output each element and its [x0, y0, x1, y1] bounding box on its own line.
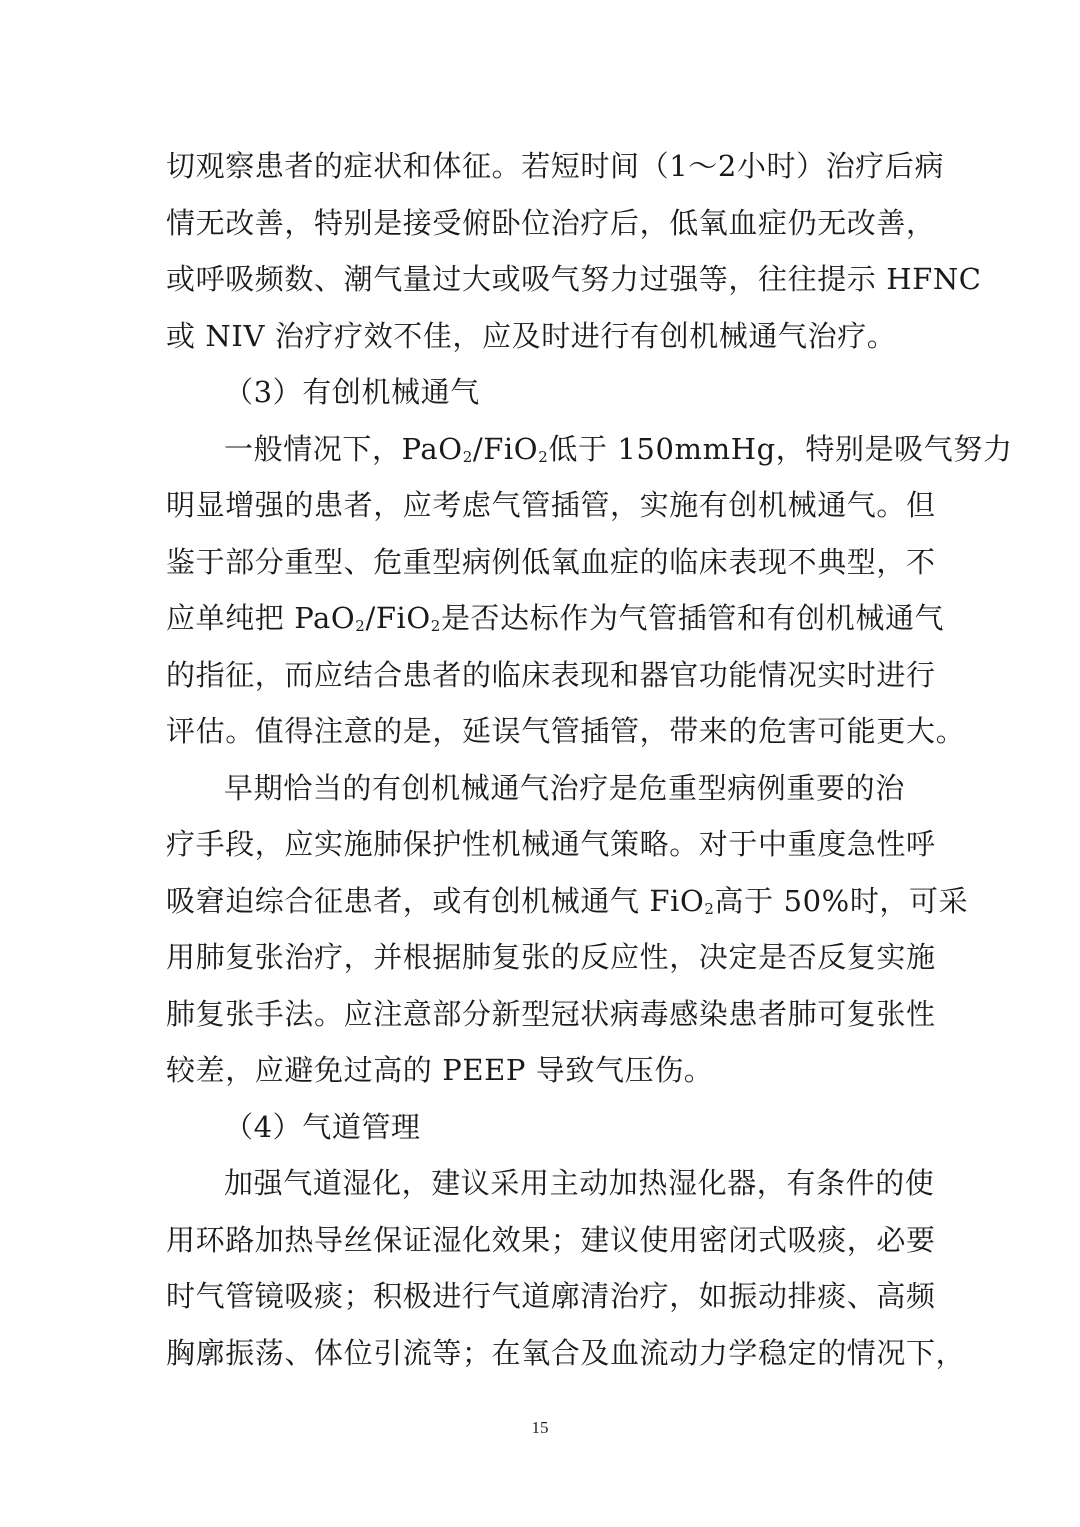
- text-line: 加强气道湿化，建议采用主动加热湿化器，有条件的使: [224, 1166, 935, 1200]
- text-line: 较差，应避免过高的 PEEP 导致气压伤。: [166, 1053, 714, 1087]
- text-line: 应单纯把 PaO$_2$/FiO$_2$是否达标作为气管插管和有创机械通气: [166, 601, 945, 635]
- page-number: 15: [531, 1418, 549, 1437]
- text-line: 一般情况下，PaO$_2$/FiO$_2$低于 150mmHg，特别是吸气努力: [224, 431, 1013, 466]
- section-heading-airway-management: （4）气道管理: [224, 1109, 421, 1144]
- text-line: 评估。值得注意的是，延误气管插管，带来的危害可能更大。: [166, 714, 966, 748]
- text-line: 时气管镜吸痰；积极进行气道廓清治疗，如振动排痰、高频: [166, 1279, 936, 1313]
- text-line: 疗手段，应实施肺保护性机械通气策略。对于中重度急性呼: [166, 827, 936, 861]
- text-line: 或呼吸频数、潮气量过大或吸气努力过强等，往往提示 HFNC: [166, 262, 982, 296]
- text-line: 肺复张手法。应注意部分新型冠状病毒感染患者肺可复张性: [166, 996, 936, 1031]
- text-line: 情无改善，特别是接受俯卧位治疗后，低氧血症仍无改善，: [166, 205, 936, 240]
- section-heading-invasive-ventilation: （3）有创机械通气: [224, 375, 480, 409]
- text-line: 或 NIV 治疗疗效不佳，应及时进行有创机械通气治疗。: [166, 318, 897, 353]
- text-line: 用肺复张治疗，并根据肺复张的反应性，决定是否反复实施: [166, 940, 936, 974]
- text-line: 早期恰当的有创机械通气治疗是危重型病例重要的治: [224, 770, 905, 805]
- text-line: 胸廓振荡、体位引流等；在氧合及血流动力学稳定的情况下，: [166, 1335, 966, 1370]
- text-line: 切观察患者的症状和体征。若短时间（1～2小时）治疗后病: [166, 149, 945, 183]
- text-line: 的指征，而应结合患者的临床表现和器官功能情况实时进行: [166, 657, 936, 692]
- text-line: 鉴于部分重型、危重型病例低氧血症的临床表现不典型，不: [166, 544, 936, 579]
- text-line: 吸窘迫综合征患者，或有创机械通气 FiO$_2$高于 50%时，可采: [166, 883, 969, 918]
- body-text: [166, 138, 1013, 1381]
- text-line: 用环路加热导丝保证湿化效果；建议使用密闭式吸痰，必要: [166, 1222, 936, 1257]
- text-line: 明显增强的患者，应考虑气管插管，实施有创机械通气。但: [166, 488, 936, 522]
